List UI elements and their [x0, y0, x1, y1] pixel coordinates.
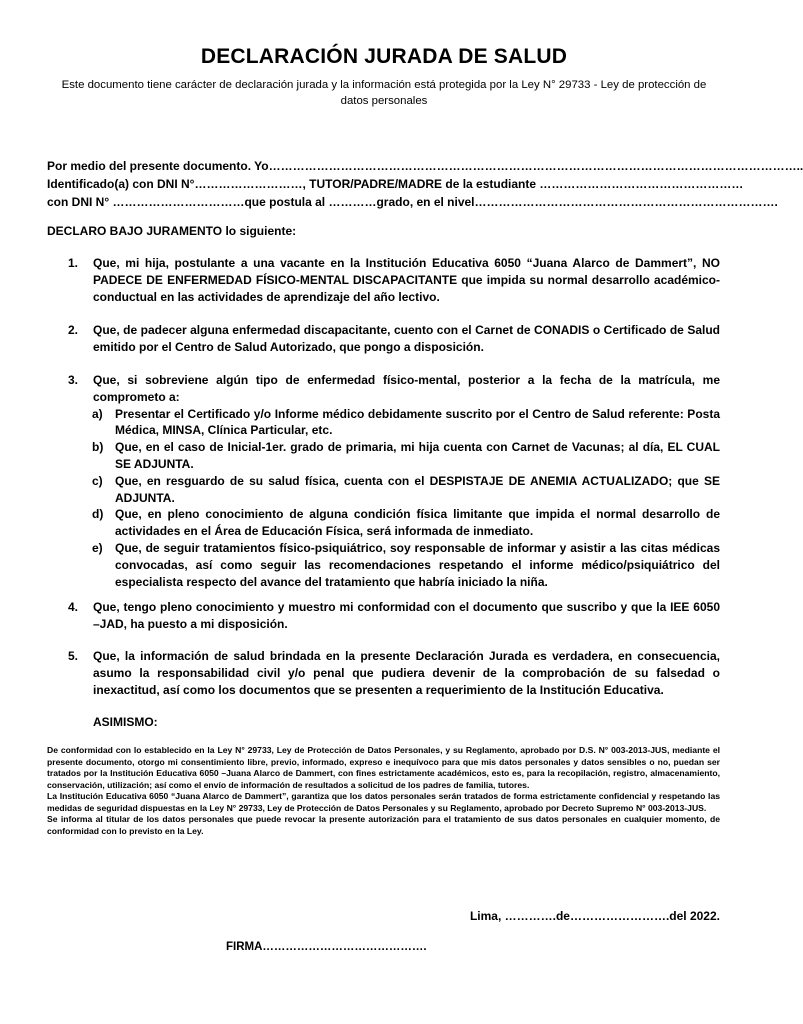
- declaro-heading: DECLARO BAJO JURAMENTO lo siguiente:: [47, 224, 297, 238]
- document-subtitle: Este documento tiene carácter de declaración jurada y la información está protegida por la Ley N° 29733 - Ley de protección de datos personales: [61, 79, 707, 107]
- sub-item-letter: e): [92, 540, 103, 555]
- list-item: [0, 322, 720, 356]
- signature-line: FIRMA…………………………………….: [226, 941, 427, 953]
- item-text: Que, la información de salud brindada en la presente Declaración Jurada es verdadera, en consecuencia, asumo la responsabilidad civil y/o penal que pudiera devenir de la comprobación de su falsedad o inexactitud, así como los documentos que se presenten a requerimiento de la Institución Educativa.: [93, 649, 720, 697]
- item-text: Que, de padecer alguna enfermedad discapacitante, cuento con el Carnet de CONADIS o Certificado de Salud emitido por el Centro de Salud Autorizado, que pongo a disposición.: [93, 323, 720, 354]
- sub-item-text: Que, en resguardo de su salud física, cuenta con el DESPISTAJE DE ANEMIA ACTUALIZADO; que SE ADJUNTA.: [115, 473, 720, 505]
- item-number: 3.: [68, 373, 79, 387]
- sub-item-letter: b): [92, 440, 104, 455]
- intro-line-dni: Identificado(a) con DNI N°………………………, TUTOR/PADRE/MADRE de la estudiante ……………………………………………: [47, 177, 744, 192]
- sub-item-text: Que, en pleno conocimiento de alguna condición física limitante que impida el normal desarrollo de actividades en el Área de Educación Física, será informada de inmediato.: [115, 507, 720, 539]
- item-number: 1.: [68, 256, 79, 270]
- sub-item-text: Presentar el Certificado y/o Informe médico debidamente suscrito por el Centro de Salud referente: Posta Médica, MINSA, Clínica Particular, etc.: [115, 406, 720, 438]
- asimismo-heading: ASIMISMO:: [93, 715, 158, 729]
- item-text: Que, mi hija, postulante a una vacante en la Institución Educativa 6050 “Juana Alarco de Dammert”, NO PADECE DE ENFERMEDAD FÍSICO-MENTAL DISCAPACITANTE que impida su normal desarrollo académico-conductual en las actividades de aprendizaje del año lectivo.: [93, 256, 720, 304]
- item-text: Que, si sobreviene algún tipo de enfermedad físico-mental, posterior a la fecha de la matrícula, me comprometo a:: [93, 373, 720, 404]
- list-item: [0, 648, 720, 698]
- list-item: [0, 372, 720, 590]
- document-title: DECLARACIÓN JURADA DE SALUD: [200, 45, 568, 68]
- sub-item: [92, 406, 720, 440]
- item-number: 2.: [68, 323, 79, 337]
- date-line: Lima, ………….de…………………….del 2022.: [469, 909, 720, 923]
- legal-paragraph: De conformidad con lo establecido en la Ley N° 29733, Ley de Protección de Datos Personales, y su Reglamento, aprobado por D.S. N° 003-2013-JUS, mediante el presente documento, otorgo mi consentimiento libre, previo, informado, expreso e inequívoco para que mis datos personales y datos sensibles o no, puedan ser tratados por la Institución Educativa 6050 –Juana Alarco de Dammert, con fines estrictamente académicos, esto es, para la recopilación, registro, almacenamiento, conservación, utilización; así como el envío de información de resultados a solicitud de los padres de familia, tutores.: [47, 745, 720, 790]
- sub-item: [92, 439, 720, 473]
- list-item: [0, 599, 720, 633]
- intro-line-name: Por medio del presente documento. Yo……………………………………………………………………………………………………………………..: [47, 159, 803, 173]
- item-number: 5.: [68, 649, 79, 663]
- item-text: Que, tengo pleno conocimiento y muestro mi conformidad con el documento que suscribo y que la IEE 6050 –JAD, ha puesto a mi disposición.: [93, 600, 720, 631]
- sub-item: [92, 540, 720, 590]
- legal-paragraph: Se informa al titular de los datos personales que puede revocar la presente autorización para el tratamiento de sus datos personales en cualquier momento, de conformidad con lo previsto en la Ley.: [47, 814, 720, 836]
- legal-block: [47, 745, 720, 837]
- sub-item: [92, 473, 720, 507]
- intro-block: [47, 157, 803, 212]
- sub-item-text: Que, de seguir tratamientos físico-psiquiátrico, soy responsable de informar y asistir a las citas médicas convocadas, así como seguir las recomendaciones respetando el informe médico/psiquiátrico del especialista respecto del avance del tratamiento que habría iniciado la niña.: [115, 540, 720, 589]
- legal-paragraph: La Institución Educativa 6050 “Juana Alarco de Dammert”, garantiza que los datos personales serán tratados de forma estrictamente confidencial y respetando las medidas de seguridad dispuestas en la Ley N° 29733, Ley de Protección de Datos Personales y su Reglamento, aprobado por Decreto Supremo N° 003-2013-JUS.: [47, 791, 720, 813]
- intro-line-grade: con DNI N° ……………………………que postula al …………grado, en el nivel………………………………………………………………….: [47, 195, 778, 210]
- sub-item-letter: a): [92, 406, 103, 421]
- sub-item-text: Que, en el caso de Inicial-1er. grado de primaria, mi hija cuenta con Carnet de Vacunas; al día, EL CUAL SE ADJUNTA.: [115, 440, 720, 471]
- sub-item-letter: d): [92, 507, 104, 522]
- item-number: 4.: [68, 600, 79, 614]
- sub-item: [92, 506, 720, 540]
- sub-item-letter: c): [92, 473, 103, 488]
- list-item: [0, 255, 720, 305]
